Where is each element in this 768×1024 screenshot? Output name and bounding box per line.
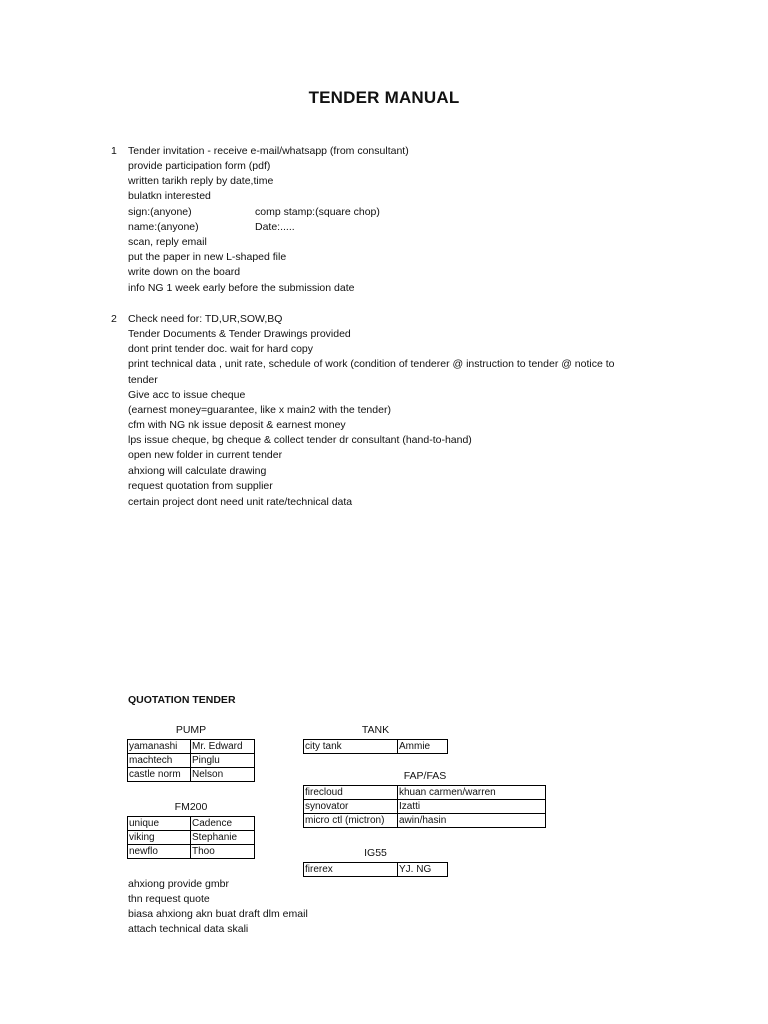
contact-cell: Nelson [191, 768, 255, 782]
supplier-cell: yamanashi [128, 740, 191, 754]
section-2-line: cfm with NG nk issue deposit & earnest money [128, 419, 346, 431]
contact-cell: khuan carmen/warren [398, 786, 546, 800]
section-1-line: scan, reply email [128, 236, 207, 248]
section-1-line: put the paper in new L-shaped file [128, 251, 287, 263]
section-2-line: request quotation from supplier [128, 480, 273, 492]
pump-label: PUMP [175, 724, 207, 736]
supplier-cell: city tank [304, 740, 398, 754]
note-line: ahxiong provide gmbr [128, 878, 229, 890]
section-1-line: provide participation form (pdf) [128, 160, 271, 172]
section-2-line: open new folder in current tender [128, 449, 283, 461]
section-2-line: Give acc to issue cheque [128, 389, 246, 401]
section-2-line: print technical data , unit rate, schedule of work (condition of tenderer @ instruction to tender @ notice to [128, 358, 615, 370]
supplier-cell: castle norm [128, 768, 191, 782]
supplier-cell: micro ctl (mictron) [304, 814, 398, 828]
supplier-cell: firerex [304, 863, 398, 877]
section-2-line: Check need for: TD,UR,SOW,BQ [128, 313, 283, 325]
section-1-line: bulatkn interested [128, 190, 211, 202]
section-2-line: certain project dont need unit rate/technical data [128, 496, 353, 508]
comp-stamp-text: comp stamp:(square chop) [255, 206, 380, 218]
document-title: TENDER MANUAL [308, 88, 460, 107]
table-row [304, 814, 546, 828]
table-row [128, 768, 255, 782]
tank-label: TANK [361, 724, 390, 736]
note-line: biasa ahxiong akn buat draft dlm email [128, 908, 308, 920]
contact-cell: Thoo [191, 845, 255, 859]
contact-cell: awin/hasin [398, 814, 546, 828]
supplier-cell: newflo [128, 845, 191, 859]
table-row [128, 831, 255, 845]
ig55-table [303, 862, 448, 877]
table-row [128, 740, 255, 754]
note-line: thn request quote [128, 893, 210, 905]
table-row [304, 740, 448, 754]
section-1-line: write down on the board [128, 266, 241, 278]
pump-table [127, 739, 255, 782]
section-1-line: written tarikh reply by date,time [128, 175, 274, 187]
contact-cell: Mr. Edward [191, 740, 255, 754]
date-text: Date:..... [255, 221, 295, 233]
table-row [304, 863, 448, 877]
supplier-cell: synovator [304, 800, 398, 814]
table-row [128, 817, 255, 831]
contact-cell: Stephanie [191, 831, 255, 845]
section-2-line: lps issue cheque, bg cheque & collect tender dr consultant (hand-to-hand) [128, 434, 472, 446]
section-2-line: tender [128, 374, 158, 386]
supplier-cell: viking [128, 831, 191, 845]
fapfas-table [303, 785, 546, 828]
contact-cell: Pinglu [191, 754, 255, 768]
section-2-number: 2 [111, 313, 117, 325]
quotation-heading: QUOTATION TENDER [128, 694, 236, 706]
section-2-line: (earnest money=guarantee, like x main2 with the tender) [128, 404, 391, 416]
fm200-label: FM200 [174, 801, 208, 813]
table-row [128, 845, 255, 859]
section-1-line: Tender invitation - receive e-mail/whatsapp (from consultant) [128, 145, 409, 157]
section-2-line: Tender Documents & Tender Drawings provided [128, 328, 351, 340]
table-row [304, 800, 546, 814]
section-1-line: name:(anyone) [128, 221, 199, 233]
contact-cell: YJ. NG [398, 863, 448, 877]
tank-table [303, 739, 448, 754]
table-row [304, 786, 546, 800]
section-1-line: sign:(anyone) [128, 206, 192, 218]
contact-cell: Izatti [398, 800, 546, 814]
supplier-cell: machtech [128, 754, 191, 768]
table-row [128, 754, 255, 768]
supplier-cell: unique [128, 817, 191, 831]
ig55-label: IG55 [364, 847, 387, 859]
supplier-cell: firecloud [304, 786, 398, 800]
contact-cell: Ammie [398, 740, 448, 754]
section-2-line: ahxiong will calculate drawing [128, 465, 267, 477]
fapfas-label: FAP/FAS [403, 770, 447, 782]
section-1-number: 1 [111, 145, 117, 157]
note-line: attach technical data skali [128, 923, 249, 935]
contact-cell: Cadence [191, 817, 255, 831]
fm200-table [127, 816, 255, 859]
section-2-line: dont print tender doc. wait for hard copy [128, 343, 314, 355]
section-1-line: info NG 1 week early before the submission date [128, 282, 355, 294]
